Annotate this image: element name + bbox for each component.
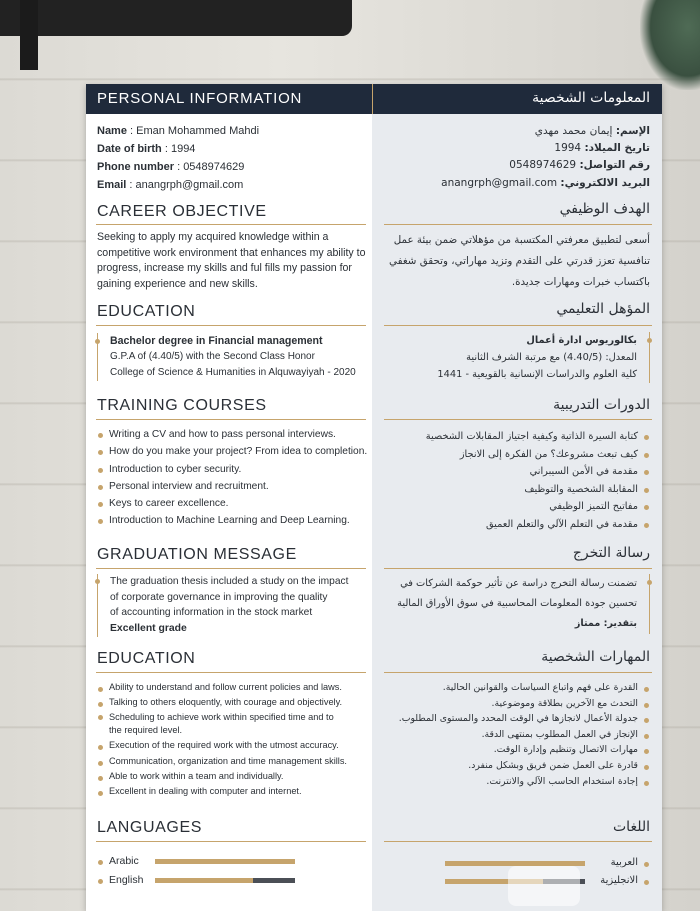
list-item: مهارات الاتصال وتنظيم وإدارة الوقت. bbox=[399, 742, 650, 758]
resume-page bbox=[86, 84, 662, 911]
education-bullet-en bbox=[95, 339, 100, 344]
skills-list-en bbox=[97, 680, 347, 799]
list-item: Writing a CV and how to pass personal interviews. bbox=[97, 426, 367, 443]
phone-row-ar bbox=[509, 159, 650, 171]
graduation-line-2-en: of corporate governance in improving the quality bbox=[110, 591, 328, 603]
education-heading-en: EDUCATION bbox=[97, 303, 196, 320]
list-item: Personal interview and recruitment. bbox=[97, 478, 367, 495]
education-rule-ar bbox=[384, 325, 652, 326]
list-item: Able to work within a team and individually. bbox=[97, 769, 347, 784]
career-objective-text-en: Seeking to apply my acquired knowledge within a competitive work environment that enhances my ability to progress, increase my skills and ful fills my passion for gaining experience and new skills. bbox=[97, 231, 366, 290]
language-row-arabic-en bbox=[97, 855, 297, 869]
education-block-en bbox=[97, 333, 367, 381]
personal-info-title-ar: المعلومات الشخصية bbox=[532, 90, 650, 106]
graduation-heading-ar: رسالة التخرج bbox=[572, 545, 650, 561]
skills-rule-en bbox=[96, 672, 366, 673]
dob-row-ar bbox=[554, 142, 650, 154]
graduation-line-1-en: The graduation thesis included a study on the impact bbox=[110, 576, 349, 587]
notebook-band-decoration bbox=[20, 0, 38, 70]
list-item: كيف تبعث مشروعك؟ من الفكرة إلى الانجاز bbox=[426, 446, 650, 464]
dob-label-en: Date of birth bbox=[97, 143, 162, 155]
list-item: How do you make your project? From idea to completion. bbox=[97, 443, 367, 460]
language-label: English bbox=[109, 874, 144, 886]
list-item: Execution of the required work with the utmost accuracy. bbox=[97, 738, 347, 753]
graduation-heading-en: GRADUATION MESSAGE bbox=[97, 546, 297, 563]
skills-heading-ar: المهارات الشخصية bbox=[541, 649, 650, 665]
training-heading-ar: الدورات التدريبية bbox=[553, 397, 650, 413]
languages-heading-ar: اللغات bbox=[613, 819, 650, 835]
email-label-ar: البريد الالكتروني: bbox=[560, 177, 650, 189]
dob-value-ar: 1994 bbox=[554, 142, 582, 154]
training-rule-en bbox=[96, 419, 366, 420]
degree-en: Bachelor degree in Financial management bbox=[110, 335, 323, 347]
email-label-en: Email bbox=[97, 179, 127, 191]
skills-list-ar bbox=[399, 680, 650, 789]
list-item: مقدمة في الأمن السيبراني bbox=[426, 463, 650, 481]
training-list-ar bbox=[426, 428, 650, 533]
list-item: المقابلة الشخصية والتوظيف bbox=[426, 481, 650, 499]
education-bullet-ar bbox=[647, 338, 652, 343]
name-row-ar bbox=[535, 125, 650, 137]
list-item: إجادة استخدام الحاسب الآلي والانترنت. bbox=[399, 774, 650, 790]
phone-value-ar: 0548974629 bbox=[509, 159, 577, 171]
list-item: كتابة السيرة الذاتية وكيفية اجتياز المقابلات الشخصية bbox=[426, 428, 650, 446]
email-value-en: anangrph@gmail.com bbox=[135, 179, 244, 191]
college-ar: كلية العلوم والدراسات الإنسانية بالقويعية - 1441 bbox=[437, 369, 637, 380]
name-value-en: Eman Mohammed Mahdi bbox=[136, 125, 260, 137]
graduation-rule-ar bbox=[384, 568, 652, 569]
language-bar bbox=[155, 878, 295, 883]
language-row-english-en bbox=[97, 874, 297, 888]
list-item: القدرة على فهم واتباع السياسات والقوانين الحالية. bbox=[399, 680, 650, 696]
graduation-line-2-ar: تحسين جودة المعلومات المحاسبية في سوق الأوراق المالية bbox=[397, 598, 637, 609]
list-item: Introduction to cyber security. bbox=[97, 461, 367, 478]
name-value-ar: إيمان محمد مهدي bbox=[534, 125, 613, 137]
graduation-block-ar bbox=[388, 574, 650, 634]
phone-row-en: Phone number : 0548974629 bbox=[97, 161, 245, 173]
career-objective-heading-ar: الهدف الوظيفي bbox=[559, 201, 650, 217]
graduation-line-3-en: of accounting information in the stock market bbox=[110, 607, 313, 618]
list-item: Communication, organization and time management skills. bbox=[97, 754, 347, 769]
graduation-block-en bbox=[97, 574, 367, 637]
language-bullet bbox=[644, 880, 649, 885]
career-rule-en bbox=[96, 224, 366, 225]
list-item: Talking to others eloquently, with courage and objectively. bbox=[97, 695, 347, 710]
list-item: التحدث مع الآخرين بطلاقة وموضوعية. bbox=[399, 696, 650, 712]
language-bullet bbox=[644, 862, 649, 867]
gpa-ar: المعدل: (4.40/5) مع مرتبة الشرف الثانية bbox=[466, 352, 637, 363]
list-item: Ability to understand and follow current policies and laws. bbox=[97, 680, 347, 695]
dob-row-en: Date of birth : 1994 bbox=[97, 143, 196, 155]
graduation-line-1-ar: تضمنت رسالة التخرج دراسة عن تأثير حوكمة الشركات في bbox=[400, 578, 637, 589]
notebook-decoration bbox=[0, 0, 352, 36]
career-objective-text-ar: أسعى لتطبيق معرفتي المكتسبة من مؤهلاتي ضمن بيئة عمل تنافسية تعزز قدرتي على التقدم وتزيد مهاراتي، وتحقق شغفي باكتساب خبرات ومهارات جديدة. bbox=[389, 234, 650, 288]
graduation-grade-ar: بتقدير: ممتاز bbox=[574, 618, 637, 629]
languages-rule-en bbox=[96, 841, 366, 842]
language-bullet bbox=[98, 860, 103, 865]
language-bar-fill bbox=[155, 878, 253, 883]
skills-heading-en: EDUCATION bbox=[97, 650, 196, 667]
dob-value-en: 1994 bbox=[170, 143, 196, 155]
graduation-grade-en: Excellent grade bbox=[110, 622, 187, 634]
email-value-ar: anangrph@gmail.com bbox=[441, 177, 558, 189]
education-rule-en bbox=[96, 325, 366, 326]
graduation-rule-en bbox=[96, 568, 366, 569]
name-label-ar: الإسم: bbox=[615, 125, 650, 137]
list-item: Keys to career excellence. bbox=[97, 495, 367, 512]
header-bar bbox=[86, 84, 662, 114]
list-item: الإنجاز في العمل المطلوب بمنتهى الدقة. bbox=[399, 727, 650, 743]
language-label: العربية bbox=[610, 857, 638, 868]
language-label: الانجليزية bbox=[600, 875, 638, 886]
training-heading-en: TRAINING COURSES bbox=[97, 397, 267, 414]
list-item: Scheduling to achieve work within specified time and to the required level. bbox=[97, 710, 347, 738]
list-item: قادرة على العمل ضمن فريق وبشكل منفرد. bbox=[399, 758, 650, 774]
list-item: Introduction to Machine Learning and Deep Learning. bbox=[97, 512, 367, 529]
list-item: Excellent in dealing with computer and internet. bbox=[97, 784, 347, 799]
training-list-en bbox=[97, 426, 367, 530]
name-label-en: Name bbox=[97, 125, 127, 137]
career-objective-heading-en: CAREER OBJECTIVE bbox=[97, 203, 267, 220]
header-divider bbox=[372, 84, 373, 114]
list-item: مفاتيح التميز الوظيفي bbox=[426, 498, 650, 516]
career-rule-ar bbox=[384, 224, 652, 225]
dob-label-ar: تاريخ الميلاد: bbox=[584, 142, 650, 154]
college-en: College of Science & Humanities in Alquwayiyah - 2020 bbox=[110, 367, 356, 378]
graduation-bullet-en bbox=[95, 579, 100, 584]
plant-leaf-decoration bbox=[640, 0, 700, 90]
education-heading-ar: المؤهل التعليمي bbox=[556, 301, 650, 317]
list-item: مقدمة في التعلم الآلي والتعلم العميق bbox=[426, 516, 650, 534]
skills-rule-ar bbox=[384, 672, 652, 673]
personal-info-title-en: PERSONAL INFORMATION bbox=[97, 90, 303, 107]
list-item: جدولة الأعمال لانجازها في الوقت المحدد والمستوى المطلوب. bbox=[399, 711, 650, 727]
email-row-ar bbox=[441, 177, 650, 189]
degree-ar: بكالوريوس ادارة أعمال bbox=[526, 335, 637, 346]
education-block-ar bbox=[388, 332, 650, 383]
language-bar-fill bbox=[155, 859, 295, 864]
phone-label-en: Phone number bbox=[97, 161, 175, 173]
watermark-logo bbox=[508, 866, 580, 906]
languages-rule-ar bbox=[384, 841, 652, 842]
graduation-bullet-ar bbox=[647, 580, 652, 585]
email-row-en: Email : anangrph@gmail.com bbox=[97, 179, 244, 191]
language-bar bbox=[155, 859, 295, 864]
training-rule-ar bbox=[384, 419, 652, 420]
language-bullet bbox=[98, 879, 103, 884]
phone-value-en: 0548974629 bbox=[183, 161, 245, 173]
language-label: Arabic bbox=[109, 855, 139, 867]
gpa-en: G.P.A of (4.40/5) with the Second Class Honor bbox=[110, 351, 315, 362]
name-row-en: Name : Eman Mohammed Mahdi bbox=[97, 125, 260, 137]
phone-label-ar: رقم التواصل: bbox=[579, 159, 650, 171]
languages-heading-en: LANGUAGES bbox=[97, 819, 202, 836]
